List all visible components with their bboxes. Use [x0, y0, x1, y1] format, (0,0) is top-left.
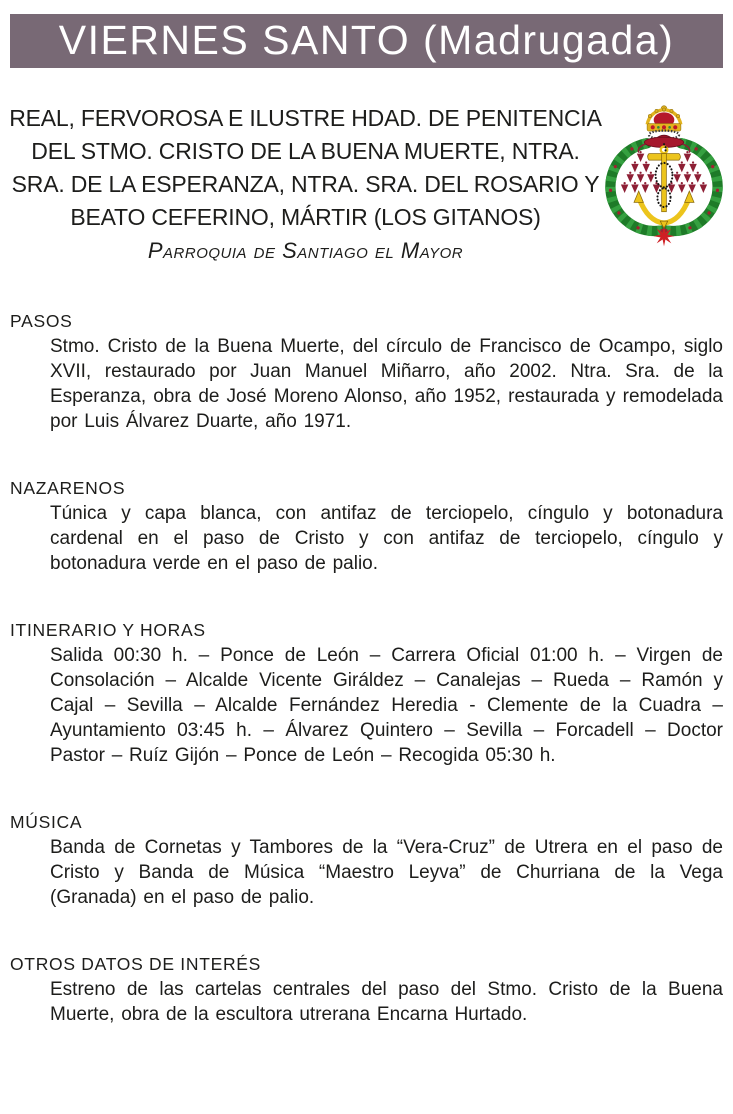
section-body: Túnica y capa blanca, con antifaz de terciopelo, cíngulo y botonadura cardenal en el paso de Cristo y con antifaz de terciopelo, cíngulo y botonadura verde en el paso de palio. — [50, 503, 723, 574]
brotherhood-header — [8, 102, 725, 267]
section-heading: PASOS — [10, 311, 73, 331]
brotherhood-name-line: DEL STMO. CRISTO DE LA BUENA MUERTE, NTRA. — [31, 138, 580, 164]
section-body: Estreno de las cartelas centrales del paso del Stmo. Cristo de la Buena Muerte, obra de la escultora utrerana Encarna Hurtado. — [50, 979, 723, 1025]
section-musica — [10, 810, 723, 910]
section-otros-datos — [10, 952, 723, 1027]
day-banner — [10, 14, 723, 68]
parish-name: Parroquia de Santiago el Mayor — [147, 238, 464, 263]
section-pasos — [10, 309, 723, 434]
section-body: Banda de Cornetas y Tambores de la “Vera-Cruz” de Utrera en el paso de Cristo y Banda de Música “Maestro Leyva” de Churriana de la Vega (Granada) en el paso de palio. — [50, 837, 723, 908]
section-body: Stmo. Cristo de la Buena Muerte, del círculo de Francisco de Ocampo, siglo XVII, restaurado por Juan Manuel Miñarro, año 2002. Ntra. Sra. de la Esperanza, obra de José Moreno Alonso, año 1952, restaurada y remodelada por Luis Álvarez Duarte, año 1971. — [50, 336, 723, 432]
section-body: Salida 00:30 h. – Ponce de León – Carrera Oficial 01:00 h. – Virgen de Consolación – Alcalde Vicente Giráldez – Canalejas – Rueda – Ramón y Cajal – Sevilla – Alcalde Fernández Heredia - Clemente de la Cuadra – Ayuntamiento 03:45 h. – Álvarez Quintero – Sevilla – Forcadell – Doctor Pastor – Ruíz Gijón – Ponce de León – Recogida 05:30 h. — [50, 645, 723, 766]
section-heading: MÚSICA — [10, 812, 83, 832]
section-heading: OTROS DATOS DE INTERÉS — [10, 954, 262, 974]
brotherhood-name-line: REAL, FERVOROSA E ILUSTRE HDAD. DE PENITENCIA — [9, 105, 602, 131]
section-itinerario-y-horas — [10, 618, 723, 768]
section-nazarenos — [10, 476, 723, 576]
brotherhood-name-line: SRA. DE LA ESPERANZA, NTRA. SRA. DEL ROSARIO Y — [11, 171, 600, 197]
section-heading: ITINERARIO Y HORAS — [10, 620, 206, 640]
brotherhood-coat-of-arms-icon — [603, 102, 725, 257]
section-heading: NAZARENOS — [10, 478, 126, 498]
brotherhood-name-line: BEATO CEFERINO, MÁRTIR (LOS GITANOS) — [70, 204, 541, 230]
brotherhood-name — [8, 102, 603, 267]
day-title: VIERNES SANTO (Madrugada) — [58, 16, 675, 63]
program-sections — [10, 309, 723, 1027]
